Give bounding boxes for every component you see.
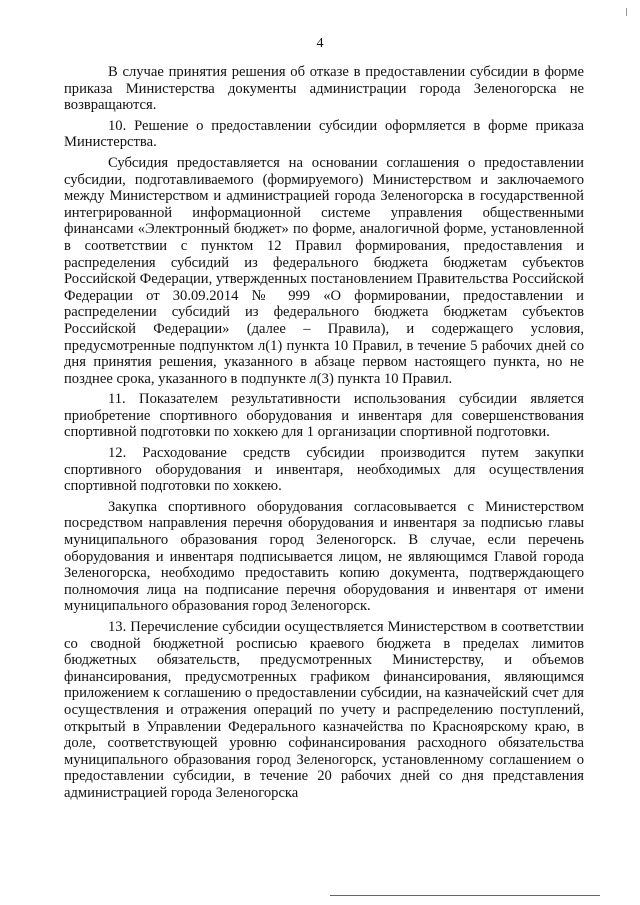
paragraph: Закупка спортивного оборудования согласовывается с Министерством посредством направления перечня оборудования и инвентаря за подписью главы муниципального образования город Зеленогорск. В случае, если перечень оборудования и инвентаря подписывается лицом, не являющимся Главой города Зеленогорска, необходимо предоставить копию документа, подтверждающего полномочия лица на подписание перечня оборудования и инвентаря от имени муниципального образования город Зеленогорск. bbox=[64, 498, 584, 615]
scan-mark bbox=[626, 8, 627, 16]
paragraph: 11. Показателем результативности использования субсидии является приобретение спортивного оборудования и инвентаря для совершенствования спортивной подготовки по хоккею для 1 организации спортивной подготовки. bbox=[64, 391, 584, 441]
page-number: 4 bbox=[316, 36, 324, 51]
paragraph: Субсидия предоставляется на основании соглашения о предоставлении субсидии, подготавливаемого (формируемого) Министерством и заключаемого между Министерством и администрацией города Зеленогорска в государственной интегрированной информационной системе управления общественными финансами «Электронный бюджет» по форме, аналогичной форме, установленной в соответствии с пунктом 12 Правил формирования, предоставления и распределения субсидий из федерального бюджета бюджетам субъектов Российской Федерации, утвержденных постановлением Правительства Российской Федерации от 30.09.2014 № 999 «О формировании, предоставлении и распределении субсидий из федерального бюджета бюджетам субъектов Российской Федерации» (далее – Правила), и содержащего условия, предусмотренные подпунктом л(1) пункта 10 Правил, в течение 5 рабочих дней со дня принятия решения, указанного в абзаце первом настоящего пункта, но не позднее срока, указанного в подпункте л(3) пункта 10 Правил. bbox=[64, 154, 584, 387]
paragraph: 12. Расходование средств субсидии производится путем закупки спортивного оборудования и инвентаря, необходимых для осуществления спортивной подготовки по хоккею. bbox=[64, 445, 584, 495]
footer-rule bbox=[330, 895, 600, 896]
paragraph: 10. Решение о предоставлении субсидии оформляется в форме приказа Министерства. bbox=[64, 117, 584, 151]
paragraph: В случае принятия решения об отказе в предоставлении субсидии в форме приказа Министерства документы администрации города Зеленогорска не возвращаются. bbox=[64, 64, 584, 114]
paragraph: 13. Перечисление субсидии осуществляется Министерством в соответствии со сводной бюджетной росписью краевого бюджета в пределах лимитов бюджетных обязательств, предусмотренных Министерству, и объемов финансирования, предусмотренных графиком финансирования, являющимся приложением к соглашению о предоставлении субсидии, на казначейский счет для осуществления и отражения операций по учету и распределению поступлений, открытый в Управлении Федерального казначейства по Красноярскому краю, в доле, соответствующей уровню софинансирования расходного обязательства муниципального образования город Зеленогорск, установленному соглашением о предоставлении субсидии, в течение 20 рабочих дней со дня представления администрацией города Зеленогорска bbox=[64, 619, 584, 801]
document-body bbox=[64, 64, 584, 804]
